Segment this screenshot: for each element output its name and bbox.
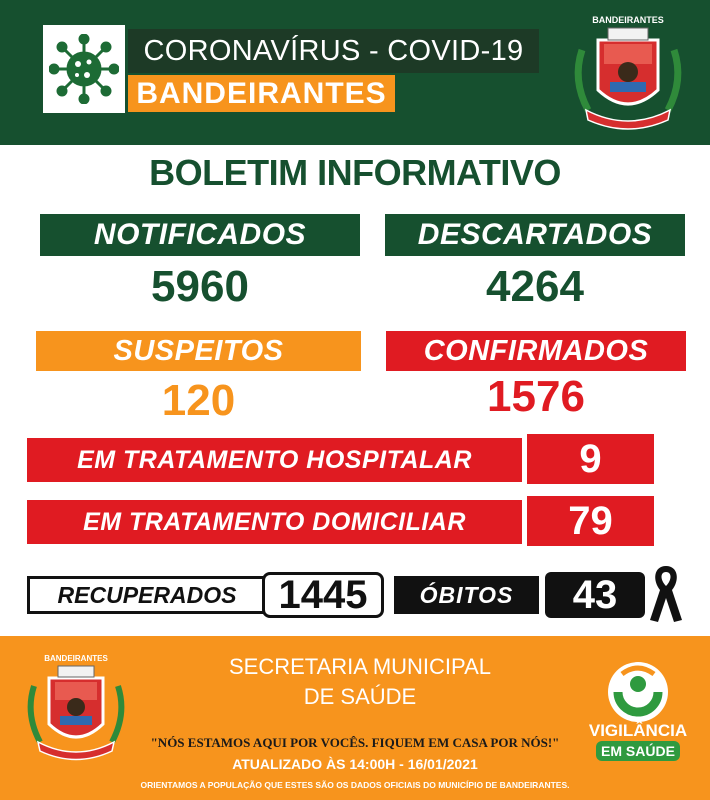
secretaria-line-1: SECRETARIA MUNICIPAL <box>228 654 491 679</box>
page-title: CORONAVÍRUS - COVID-19 <box>128 29 539 73</box>
secretaria-line-2: DE SAÚDE <box>303 684 417 709</box>
mourning-ribbon-icon <box>646 562 686 624</box>
domiciliar-value: 79 <box>527 496 654 546</box>
update-timestamp: ATUALIZADO ÀS 14:00H - 16/01/2021 <box>232 756 478 772</box>
suspeitos-label: SUSPEITOS <box>36 331 361 371</box>
motto-quote: "NÓS ESTAMOS AQUI POR VOCÊS. FIQUEM EM CASA POR NÓS!" <box>150 735 560 750</box>
vigilancia-line-1: VIGILÂNCIA <box>588 721 688 740</box>
city-name: BANDEIRANTES <box>128 75 395 112</box>
descartados-label: DESCARTADOS <box>385 214 685 256</box>
vigilancia-line-2: EM SAÚDE <box>601 743 675 759</box>
notificados-value: 5960 <box>151 262 249 311</box>
crest-name-text-footer: BANDEIRANTES <box>44 654 108 663</box>
notificados-label: NOTIFICADOS <box>40 214 360 256</box>
hospitalar-label: EM TRATAMENTO HOSPITALAR <box>27 438 522 482</box>
confirmados-value: 1576 <box>487 372 585 421</box>
secretaria-text <box>170 652 550 712</box>
official-data-disclaimer: ORIENTAMOS A POPULAÇÃO QUE ESTES SÃO OS DADOS OFICIAIS DO MUNICÍPIO DE BANDEIRANTES. <box>140 780 570 790</box>
city-crest-logo <box>568 10 688 132</box>
recuperados-value: 1445 <box>262 572 384 618</box>
recuperados-label: RECUPERADOS <box>27 576 267 614</box>
crest-name-text: BANDEIRANTES <box>592 15 664 25</box>
suspeitos-value: 120 <box>161 376 236 425</box>
descartados-value: 4264 <box>486 262 584 311</box>
confirmados-label: CONFIRMADOS <box>386 331 686 371</box>
obitos-value: 43 <box>545 572 645 618</box>
obitos-label: ÓBITOS <box>394 576 539 614</box>
bulletin-title: BOLETIM INFORMATIVO <box>149 152 561 193</box>
domiciliar-label: EM TRATAMENTO DOMICILIAR <box>27 500 522 544</box>
hospitalar-value: 9 <box>527 434 654 484</box>
coronavirus-icon <box>43 25 125 113</box>
